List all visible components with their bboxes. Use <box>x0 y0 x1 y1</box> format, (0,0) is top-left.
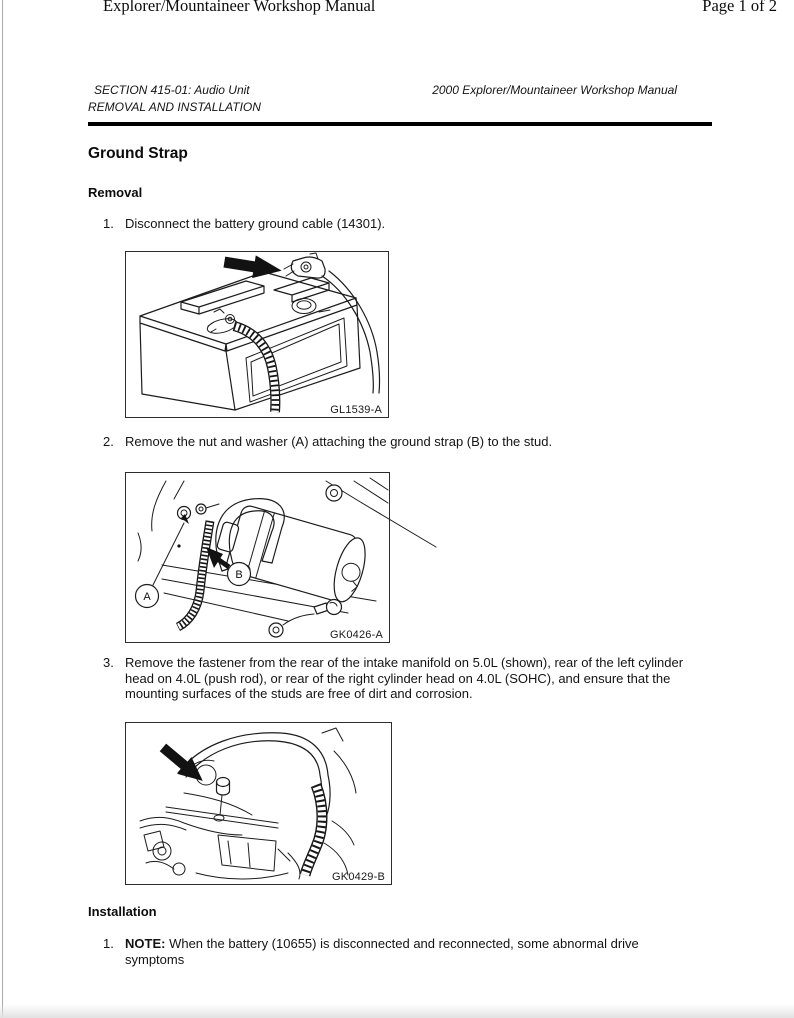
article-title: Ground Strap <box>88 145 188 162</box>
arrow-indicator <box>156 739 210 789</box>
figure-code: GL1539-A <box>330 404 382 416</box>
callout-a <box>136 514 190 608</box>
page-indicator: Page 1 of 2 <box>702 0 777 15</box>
arrow-indicator <box>223 251 284 283</box>
header-rule <box>88 122 712 126</box>
installation-step-1 <box>103 936 691 967</box>
ground-strap <box>178 521 210 627</box>
step-number: 1. <box>103 216 114 231</box>
step-text: Remove the fastener from the rear of the intake manifold on 5.0L (shown), rear of the left cylinder head on 4.0L (push rod), or rear of the right cylinder head on 4.0L (SOHC), and ensure that the mounting surfaces of the studs are free of dirt and corrosion. <box>125 655 684 702</box>
step-text: Remove the nut and washer (A) attaching the ground strap (B) to the stud. <box>125 434 553 449</box>
window-left-border <box>2 0 3 1018</box>
manual-name: 2000 Explorer/Mountaineer Workshop Manual <box>432 83 677 97</box>
starter-motor <box>211 500 371 606</box>
document-title: Explorer/Mountaineer Workshop Manual <box>103 0 376 15</box>
figure-intake-manifold-fastener <box>125 722 392 885</box>
svg-text:A: A <box>143 591 151 603</box>
installation-heading: Installation <box>88 904 157 919</box>
manifold-drawing <box>126 723 390 883</box>
figure-battery-ground-cable <box>125 251 389 418</box>
step-text <box>125 936 691 967</box>
removal-step-1 <box>103 216 385 232</box>
corrugated-hose <box>305 785 322 875</box>
page-bottom-shadow <box>0 1004 794 1018</box>
section-id: SECTION 415-01: Audio Unit <box>94 83 250 97</box>
figure-code: GK0429-B <box>332 871 385 883</box>
figure-code: GK0426-A <box>330 629 383 641</box>
step-text: Disconnect the battery ground cable (14301). <box>125 216 386 231</box>
removal-step-3 <box>103 655 691 702</box>
svg-text:B: B <box>235 569 243 581</box>
step-number: 3. <box>103 655 114 670</box>
figure-ground-strap-starter <box>125 472 390 643</box>
starter-drawing <box>126 473 388 641</box>
section-subtitle: REMOVAL AND INSTALLATION <box>88 100 261 114</box>
removal-heading: Removal <box>88 185 143 200</box>
step-number: 2. <box>103 434 114 449</box>
removal-step-2 <box>103 434 552 450</box>
note-label: NOTE: <box>125 936 166 951</box>
note-text: When the battery (10655) is disconnected and reconnected, some abnormal drive symptoms <box>125 936 639 967</box>
step-number: 1. <box>103 936 114 951</box>
battery-drawing <box>126 252 387 416</box>
